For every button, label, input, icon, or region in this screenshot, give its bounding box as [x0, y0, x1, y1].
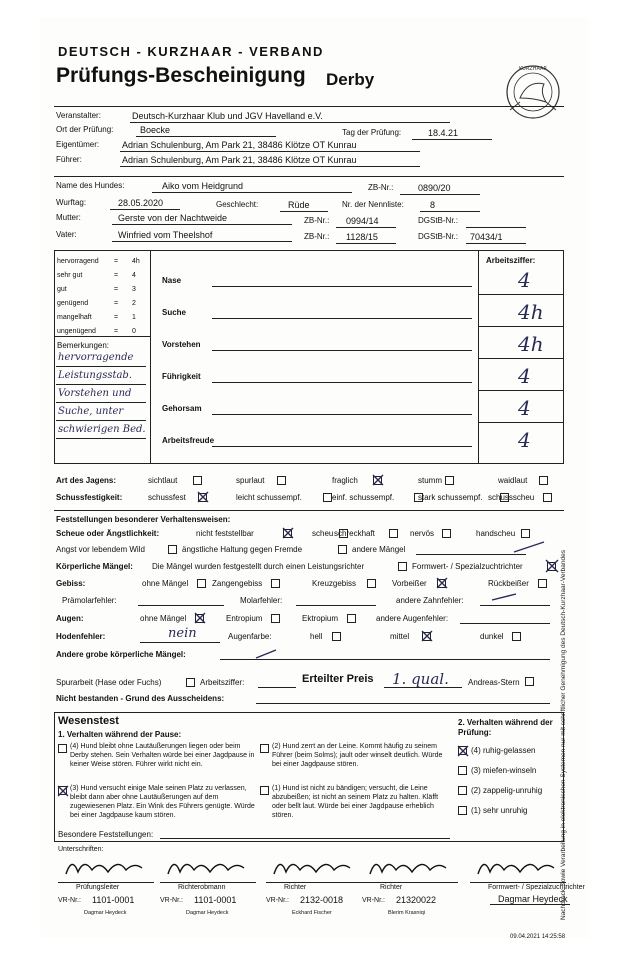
- hoden-value: nein: [168, 626, 197, 641]
- eigentuemer-value: Adrian Schulenburg, Am Park 21, 38486 Klötze OT Kunrau: [122, 140, 357, 150]
- vater-dgstb-label: DGStB-Nr.:: [418, 232, 459, 241]
- nennliste-label: Nr. der Nennliste:: [342, 200, 404, 209]
- certificate-page: [40, 18, 588, 938]
- timestamp: 09.04.2021 14:25:58: [510, 934, 566, 940]
- augen-opt-label: Entropium: [226, 614, 263, 623]
- jagen-checkbox[interactable]: [277, 476, 286, 485]
- nennliste-value: 8: [430, 200, 436, 210]
- scale-value: 0: [132, 328, 136, 335]
- signature-scribble: [164, 854, 250, 880]
- scheue-opt-label: scheu: [312, 529, 334, 538]
- grade-divider: [478, 326, 564, 327]
- wesen-sec2-label: (1) sehr unruhig: [471, 806, 528, 815]
- signature-scribble: [474, 854, 560, 880]
- andere-maengel-label: andere Mängel: [352, 545, 406, 554]
- signature-role: Richterobmann: [178, 884, 226, 891]
- signature-line: [266, 882, 362, 883]
- schuss-opt-label: leicht schussempf.: [236, 493, 302, 502]
- grade-value: 4h: [518, 332, 544, 356]
- vr-value: 2132-0018: [300, 895, 344, 905]
- wesen-opt1-text: (4) Hund bleibt ohne Lautäußerungen liegen oder beim Derby stehen. Sein Verhalten würde bei einer Jagdpause in keiner Weise stören. Führer wirkt nicht ein.: [70, 743, 255, 768]
- wesen-opt3-text: (3) Hund versucht einige Male seinen Platz zu verlassen, bleibt dann aber ohne Lautäußerungen auf dem zugewiesenen Platz. Ein Wink des Führers genügte. Würde bei einer Jagdpause kaum stören.: [70, 785, 255, 819]
- name-label: Name des Hundes:: [56, 181, 125, 190]
- augen-checkbox[interactable]: [347, 614, 356, 623]
- signature-line: [160, 882, 256, 883]
- ort-value: Boecke: [140, 125, 171, 135]
- scheue-opt-label: handscheu: [476, 529, 516, 538]
- spur-ziffer-label: Arbeitsziffer:: [200, 678, 245, 687]
- scale-eq: =: [114, 272, 119, 279]
- jagen-opt-label: fraglich: [332, 476, 358, 485]
- gebiss-checkbox[interactable]: [367, 579, 376, 588]
- page-title: Prüfungs-Bescheinigung: [56, 64, 306, 87]
- jagen-opt-label: spurlaut: [236, 476, 265, 485]
- schuss-label: Schussfestigkeit:: [56, 493, 123, 502]
- leistungsrichter-checkbox[interactable]: [398, 562, 407, 571]
- angst-wild-checkbox[interactable]: [168, 545, 177, 554]
- vr-label: VR-Nr.:: [160, 897, 183, 904]
- remark-line: Suche, unter: [58, 406, 124, 417]
- scale-label: hervorragend: [57, 258, 99, 265]
- gebiss-checkbox[interactable]: [271, 579, 280, 588]
- dash-mark: [510, 536, 550, 558]
- signature-scribble: [366, 854, 452, 880]
- wesen-sec2-checkbox[interactable]: [458, 786, 467, 795]
- jagen-label: Art des Jagens:: [56, 476, 117, 485]
- molar-label: Molarfehler:: [240, 596, 283, 605]
- farbe-opt-label: hell: [310, 632, 323, 641]
- scale-eq: =: [114, 314, 119, 321]
- wesen-opt1-checkbox[interactable]: [58, 744, 67, 753]
- signer-name: Dagmar Heydeck: [84, 910, 127, 916]
- farbe-checkbox[interactable]: [512, 632, 521, 641]
- grades-header: Arbeitsziffer:: [486, 256, 536, 265]
- grade-value: 4h: [518, 300, 544, 324]
- signature-role: Richter: [380, 884, 403, 891]
- signer-name: Eckhard Fischer: [292, 910, 332, 916]
- grade-line: [212, 382, 472, 383]
- augenfarbe-label: Augenfarbe:: [228, 632, 272, 641]
- wesen-sec1: 1. Verhalten während der Pause:: [58, 730, 182, 739]
- gebiss-label: Gebiss:: [56, 579, 86, 588]
- wesen-sec2-checkbox[interactable]: [458, 766, 467, 775]
- grade-label-führigkeit: Führigkeit: [162, 372, 201, 381]
- geschlecht-value: Rüde: [288, 200, 310, 210]
- scale-value: 2: [132, 300, 136, 307]
- dash-mark: [490, 590, 520, 604]
- signature-line: [362, 882, 458, 883]
- farbe-checkbox[interactable]: [332, 632, 341, 641]
- gebiss-checkbox[interactable]: [197, 579, 206, 588]
- geschlecht-label: Geschlecht:: [216, 200, 259, 209]
- remark-rule: [56, 384, 146, 385]
- wesen-opt2-checkbox[interactable]: [260, 744, 269, 753]
- zb-label: ZB-Nr.:: [368, 183, 394, 192]
- remark-rule: [56, 438, 146, 439]
- hoden-label: Hodenfehler:: [56, 632, 106, 641]
- wesen-sec2: 2. Verhalten während der Prüfung:: [458, 718, 553, 737]
- vr-label: VR-Nr.:: [58, 897, 81, 904]
- ort-label: Ort der Prüfung:: [56, 125, 114, 134]
- vater-dgstb-value: 70434/1: [470, 232, 503, 242]
- farbe-opt-label: mittel: [390, 632, 410, 641]
- angst-wild-label: Angst vor lebendem Wild: [56, 545, 145, 554]
- fuehrer-label: Führer:: [56, 155, 82, 164]
- angst-fremde-checkbox[interactable]: [338, 545, 347, 554]
- grade-divider: [478, 390, 564, 391]
- feststellungen-label: Feststellungen besonderer Verhaltensweisen:: [56, 515, 231, 524]
- svg-text:KURZHAAR: KURZHAAR: [519, 66, 547, 72]
- check-mark-icon: [196, 490, 210, 504]
- gebiss-opt-label: Kreuzgebiss: [312, 579, 357, 588]
- formwert-label: Formwert- / Spezialzuchtrichter: [412, 562, 523, 571]
- wesen-opt4-checkbox[interactable]: [260, 786, 269, 795]
- scheue-label: Scheue oder Ängstlichkeit:: [56, 529, 160, 538]
- grade-label-arbeitsfreude: Arbeitsfreude: [162, 436, 215, 445]
- scale-eq: =: [114, 300, 119, 307]
- side-notice: Nachdruck, sowie Verarbeitung in elektronischen Systemen nur mit schriftlicher Genehmigung des Deutsch-Kurzhaar-Verbandes: [560, 550, 567, 920]
- vater-zb-value: 1128/15: [346, 232, 378, 242]
- jagen-opt-label: stumm: [418, 476, 442, 485]
- jagen-checkbox[interactable]: [539, 476, 548, 485]
- preis-value: 1. qual.: [392, 670, 449, 688]
- schuss-checkbox[interactable]: [323, 493, 332, 502]
- zahn-label: andere Zahnfehler:: [396, 596, 464, 605]
- grade-label-vorstehen: Vorstehen: [162, 340, 201, 349]
- scale-eq: =: [114, 286, 119, 293]
- signature-line: [470, 882, 566, 883]
- gebiss-opt-label: Rückbeißer: [488, 579, 529, 588]
- scheue-opt-label: schreckhaft: [334, 529, 375, 538]
- signatures-label: Unterschriften:: [58, 846, 104, 853]
- scheue-opt-label: nicht feststellbar: [196, 529, 254, 538]
- jagen-checkbox[interactable]: [445, 476, 454, 485]
- wesenstest-title: Wesenstest: [58, 715, 119, 727]
- remark-line: schwierigen Bed.: [58, 424, 146, 435]
- vr-value: 21320022: [396, 895, 437, 905]
- grade-value: 4: [518, 364, 531, 388]
- besondere-label: Besondere Feststellungen:: [58, 830, 154, 839]
- gebiss-opt-label: Zangengebiss: [212, 579, 263, 588]
- mutter-label: Mutter:: [56, 213, 81, 222]
- grade-divider: [478, 294, 564, 295]
- augen-andere-label: andere Augenfehler:: [376, 614, 449, 623]
- scale-value: 1: [132, 314, 136, 321]
- check-mark-icon: [281, 526, 295, 540]
- check-mark-icon: [371, 473, 385, 487]
- vr-value: 1101-0001: [92, 895, 135, 905]
- grade-line: [212, 318, 472, 319]
- grade-value: 4: [518, 428, 531, 452]
- scheue-opt-label: nervös: [410, 529, 435, 538]
- augen-checkbox[interactable]: [271, 614, 280, 623]
- spur-label: Spurarbeit (Hase oder Fuchs): [56, 678, 162, 687]
- veranstalter-value: Deutsch-Kurzhaar Klub und JGV Havelland e.V.: [132, 111, 323, 121]
- grade-label-nase: Nase: [162, 276, 182, 285]
- remark-rule: [56, 420, 146, 421]
- scale-label: mangelhaft: [57, 314, 92, 321]
- scale-eq: =: [114, 258, 119, 265]
- scheue-checkbox[interactable]: [442, 529, 451, 538]
- gebiss-opt-label: Vorbeißer: [392, 579, 427, 588]
- scale-value: 4h: [132, 258, 140, 265]
- koerper-text: Die Mängel wurden festgestellt durch einen Leistungsrichter: [152, 562, 365, 571]
- grade-label-suche: Suche: [162, 308, 187, 317]
- scale-label: sehr gut: [57, 272, 83, 279]
- wurftag-value: 28.05.2020: [118, 198, 164, 208]
- wesen-opt2-text: (2) Hund zerrt an der Leine. Kommt häufig zu seinem Führer (beim Solms); jault oder winselt deutlich. Würde bei einer Jagdpause stören.: [272, 743, 443, 768]
- mutter-zb-value: 0994/14: [346, 216, 379, 226]
- wurftag-label: Wurftag:: [56, 198, 87, 207]
- check-mark-icon: [544, 558, 560, 574]
- scale-value: 4: [132, 272, 136, 279]
- signature-role: Richter: [284, 884, 307, 891]
- schuss-opt-label: einf. schussempf.: [332, 493, 395, 502]
- remark-rule: [56, 402, 146, 403]
- wesen-opt4-text: (1) Hund ist nicht zu bändigen; versucht, die Leine abzubeißen; ist nicht an seinem Platz zu halten. Kläfft oder bellt laut. Würde bei einer Jagdpause erheblich stören.: [272, 785, 439, 819]
- wesen-sec2-label: (3) miefen-winseln: [471, 766, 537, 775]
- association-seal-icon: [500, 58, 566, 126]
- exam-type: Derby: [326, 70, 375, 89]
- wesen-sec2-checkbox[interactable]: [458, 806, 467, 815]
- grade-value: 4: [518, 268, 531, 292]
- signature-scribble: [270, 854, 356, 880]
- vr-value: 1101-0001: [194, 895, 237, 905]
- signer-name: Blerim Krasniqi: [388, 910, 425, 916]
- check-mark-icon: [56, 784, 70, 798]
- remark-rule: [56, 366, 146, 367]
- remark-line: Leistungsstab.: [58, 370, 133, 381]
- andreas-checkbox[interactable]: [525, 677, 534, 686]
- grade-line: [212, 414, 472, 415]
- wesen-sec2-label: (4) ruhig-gelassen: [471, 746, 536, 755]
- angst-fremde-label: ängstliche Haltung gegen Fremde: [182, 545, 303, 554]
- grade-value: 4: [518, 396, 531, 420]
- farbe-opt-label: dunkel: [480, 632, 504, 641]
- check-mark-icon: [456, 744, 470, 758]
- schuss-opt-label: schussfest: [148, 493, 186, 502]
- vater-label: Vater:: [56, 230, 77, 239]
- schuss-checkbox[interactable]: [543, 493, 552, 502]
- remarks-label: Bemerkungen:: [57, 341, 110, 350]
- signature-role: Formwert- / Spezialzuchtrichter: [488, 884, 585, 891]
- scale-label: gut: [57, 286, 67, 293]
- koerper-label: Körperliche Mängel:: [56, 562, 133, 571]
- eigentuemer-label: Eigentümer:: [56, 140, 100, 149]
- mutter-dgstb-label: DGStB-Nr.:: [418, 216, 459, 225]
- vr-label: VR-Nr.:: [362, 897, 385, 904]
- grobe-label: Andere grobe körperliche Mängel:: [56, 650, 186, 659]
- gebiss-checkbox[interactable]: [538, 579, 547, 588]
- signature-line: [58, 882, 154, 883]
- signature-scribble: [62, 854, 148, 880]
- scale-label: ungenügend: [57, 328, 96, 335]
- signer-name: Dagmar Heydeck: [186, 910, 229, 916]
- scale-label: genügend: [57, 300, 89, 307]
- zb-value: 0890/20: [418, 183, 451, 193]
- jagen-checkbox[interactable]: [193, 476, 202, 485]
- praemolar-label: Prämolarfehler:: [62, 596, 117, 605]
- dash-mark: [252, 646, 282, 662]
- jagen-opt-label: sichtlaut: [148, 476, 178, 485]
- augen-label: Augen:: [56, 614, 84, 623]
- spur-checkbox[interactable]: [186, 678, 195, 687]
- mutter-zb-label: ZB-Nr.:: [304, 216, 330, 225]
- check-mark-icon: [193, 611, 207, 625]
- org-name: DEUTSCH - KURZHAAR - VERBAND: [58, 44, 324, 59]
- remark-line: hervorragende: [58, 352, 134, 363]
- scale-value: 3: [132, 286, 136, 293]
- scheue-checkbox[interactable]: [389, 529, 398, 538]
- andreas-label: Andreas-Stern: [468, 678, 520, 687]
- remark-line: Vorstehen und: [58, 388, 132, 399]
- vater-value: Winfried vom Theelshof: [118, 230, 213, 240]
- grade-divider: [478, 422, 564, 423]
- vater-zb-label: ZB-Nr.:: [304, 232, 330, 241]
- grade-line: [212, 446, 472, 447]
- mutter-value: Gerste von der Nachtweide: [118, 213, 228, 223]
- check-mark-icon: [435, 576, 449, 590]
- augen-opt-label: Ektropium: [302, 614, 339, 623]
- grade-line: [212, 286, 472, 287]
- schuss-opt-label: stark schussempf.: [418, 493, 483, 502]
- grade-label-gehorsam: Gehorsam: [162, 404, 202, 413]
- veranstalter-label: Veranstalter:: [56, 111, 101, 120]
- preis-label: Erteilter Preis: [302, 673, 374, 685]
- augen-opt-label: ohne Mängel: [140, 614, 187, 623]
- grade-line: [212, 350, 472, 351]
- jagen-opt-label: waidlaut: [498, 476, 528, 485]
- grade-divider: [478, 358, 564, 359]
- scale-eq: =: [114, 328, 119, 335]
- fuehrer-value: Adrian Schulenburg, Am Park 21, 38486 Klötze OT Kunrau: [122, 155, 357, 165]
- tag-label: Tag der Prüfung:: [342, 128, 402, 137]
- schuss-opt-label: schussscheu: [488, 493, 535, 502]
- vr-label: VR-Nr.:: [266, 897, 289, 904]
- name-value: Aiko vom Heidgrund: [162, 181, 244, 191]
- wesen-sec2-label: (2) zappelig-unruhig: [471, 786, 543, 795]
- signature-role: Prüfungsleiter: [76, 884, 120, 891]
- gebiss-opt-label: ohne Mängel: [142, 579, 189, 588]
- check-mark-icon: [420, 629, 434, 643]
- last-signer-name: Dagmar Heydeck: [498, 894, 568, 904]
- tag-value: 18.4.21: [428, 128, 459, 138]
- nicht-bestanden-label: Nicht bestanden - Grund des Ausscheidens:: [56, 694, 225, 703]
